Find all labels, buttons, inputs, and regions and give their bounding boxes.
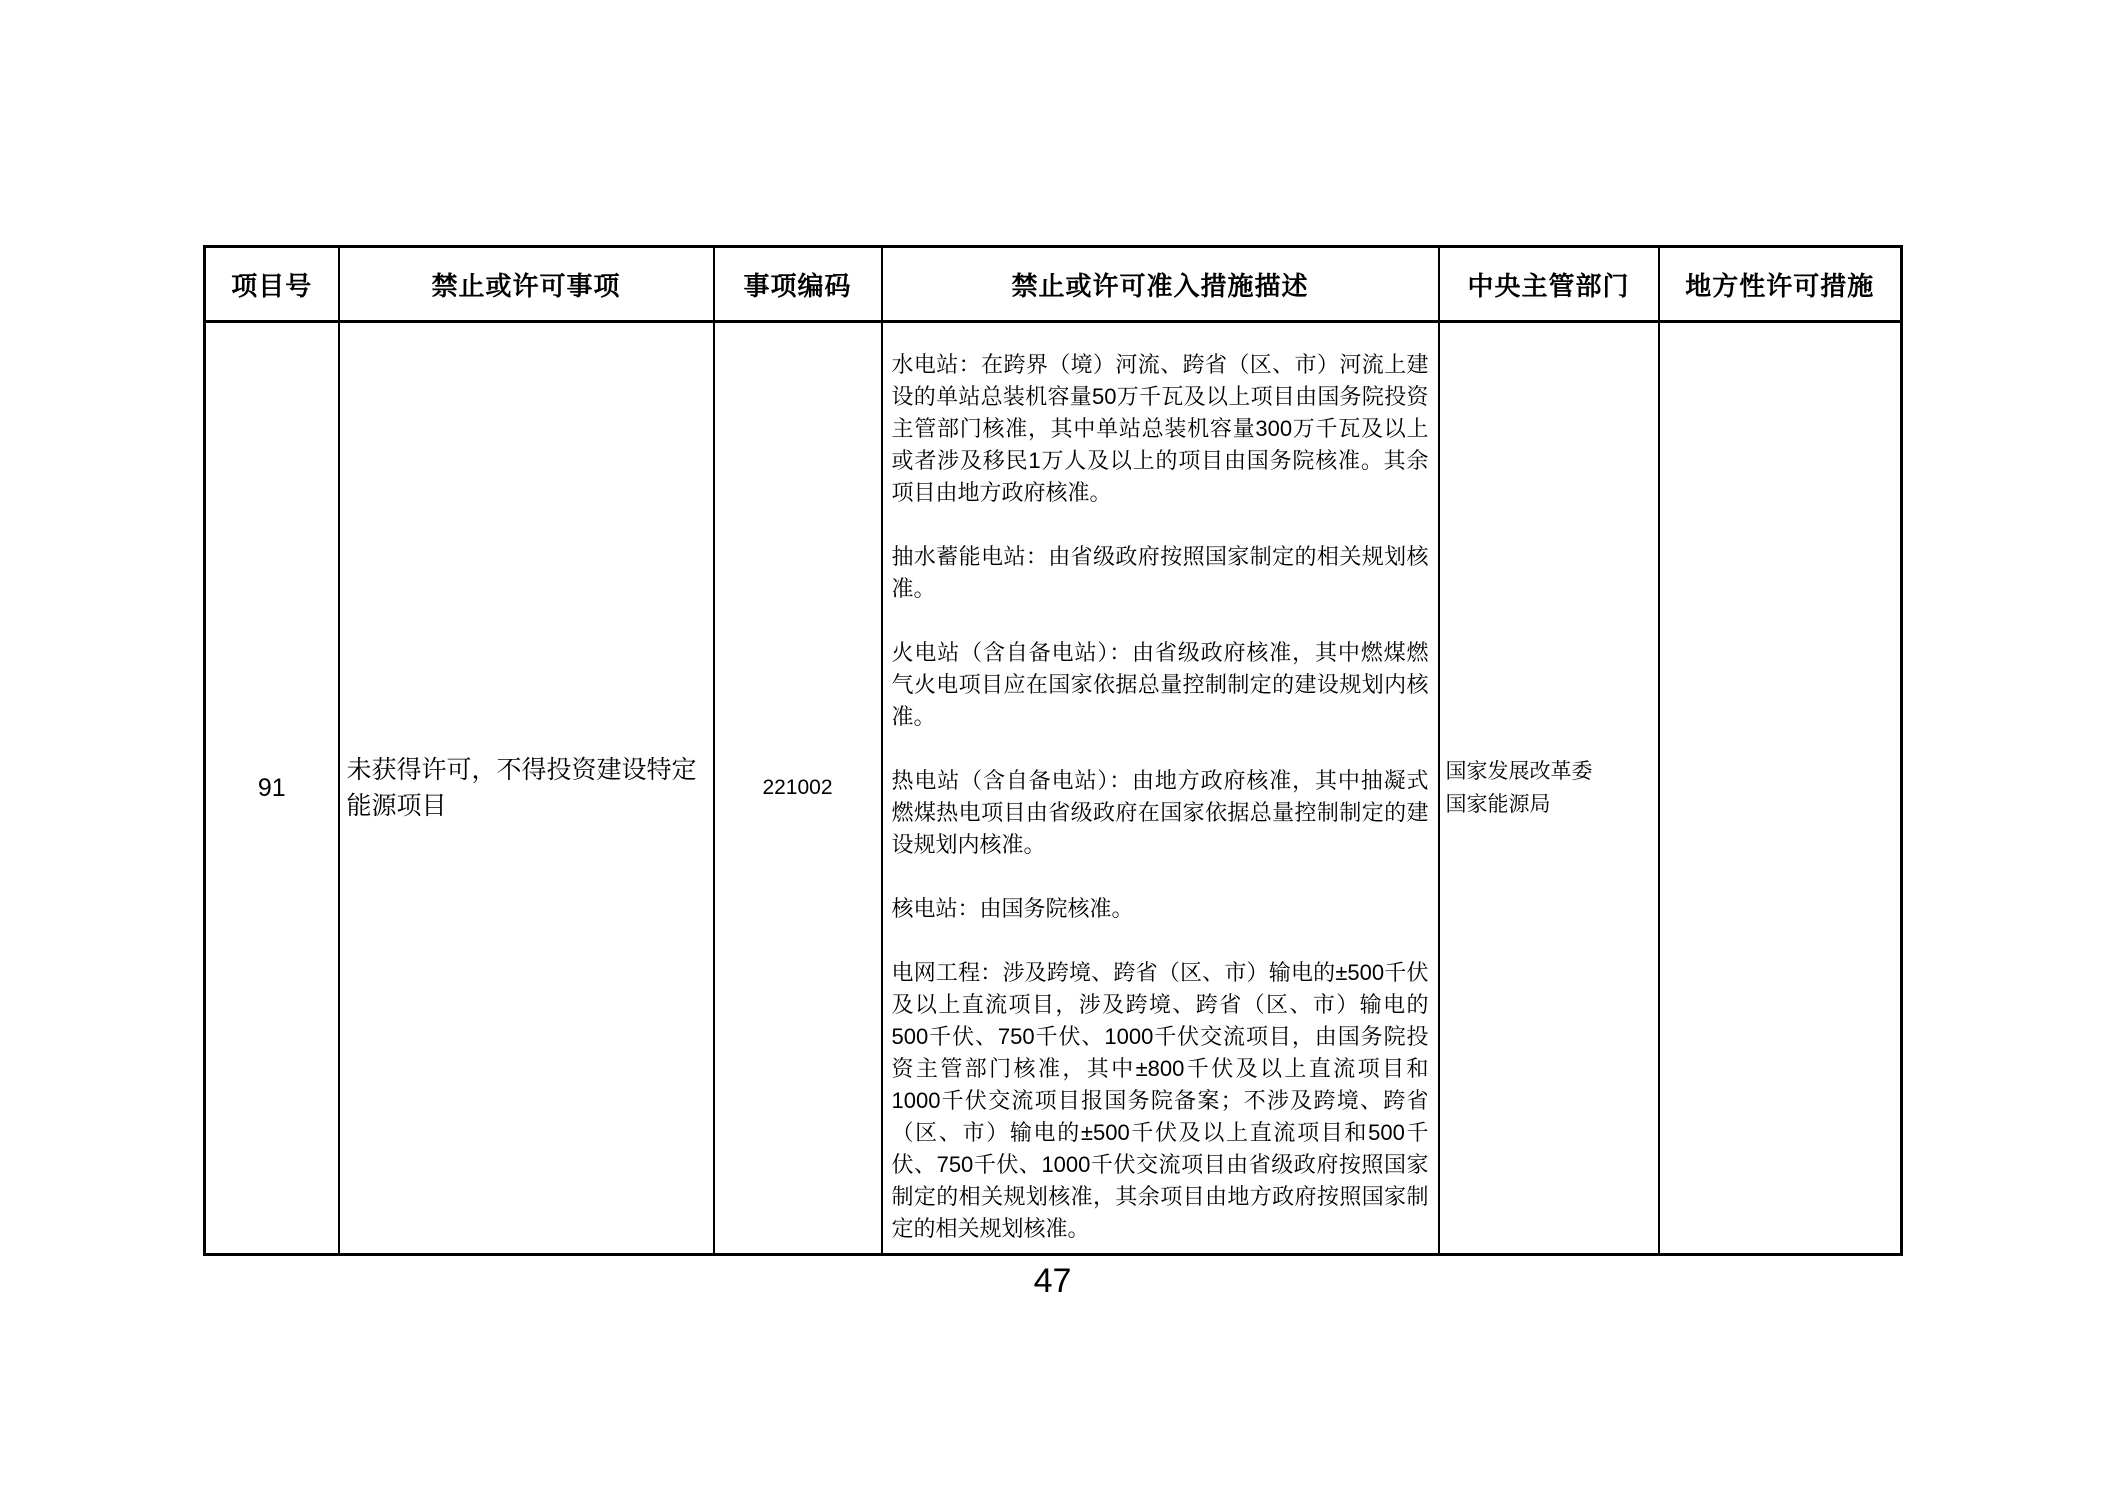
header-item-no: 项目号: [205, 247, 339, 322]
measure-paragraph-thermal-power: 火电站（含自备电站）：由省级政府核准，其中燃煤燃气火电项目应在国家依据总量控制制定的建设规划内核准。: [891, 640, 1429, 729]
central-department-line-2: 国家能源局: [1445, 793, 1551, 816]
table-header-row: [205, 247, 1902, 322]
measure-paragraph-cogeneration: 热电站（含自备电站）：由地方政府核准，其中抽凝式燃煤热电项目由省级政府在国家依据总量控制制定的建设规划内核准。: [891, 768, 1429, 857]
cell-item-no: 91: [205, 322, 339, 1255]
header-measure-description: 禁止或许可准入措施描述: [882, 247, 1439, 322]
cell-measure-description: [882, 322, 1439, 1255]
cell-central-department: [1439, 322, 1659, 1255]
header-local-permit-measures: 地方性许可措施: [1659, 247, 1902, 322]
cell-local-permit-measures: [1659, 322, 1902, 1255]
permit-items-table: [203, 245, 1903, 1256]
header-central-department: 中央主管部门: [1439, 247, 1659, 322]
page-number: 47: [1033, 1262, 1072, 1300]
cell-matter: 未获得许可，不得投资建设特定能源项目: [339, 322, 714, 1255]
central-department-line-1: 国家发展改革委: [1445, 760, 1593, 783]
measure-paragraph-power-grid: 电网工程：涉及跨境、跨省（区、市）输电的±500千伏及以上直流项目，涉及跨境、跨省（区、市）输电的500千伏、750千伏、1000千伏交流项目，由国务院投资主管部门核准，其中±800千伏及以上直流项目和1000千伏交流项目报国务院备案；不涉及跨境、跨省（区、市）输电的±500千伏及以上直流项目和500千伏、750千伏、1000千伏交流项目由省级政府按照国家制定的相关规划核准，其余项目由地方政府按照国家制定的相关规划核准。: [891, 960, 1429, 1241]
cell-matter-code: 221002: [714, 322, 882, 1255]
header-matter-code: 事项编码: [714, 247, 882, 322]
measure-paragraph-pumped-storage: 抽水蓄能电站：由省级政府按照国家制定的相关规划核准。: [891, 544, 1429, 601]
measure-paragraph-hydropower: 水电站：在跨界（境）河流、跨省（区、市）河流上建设的单站总装机容量50万千瓦及以上项目由国务院投资主管部门核准，其中单站总装机容量300万千瓦及以上或者涉及移民1万人及以上的项目由国务院核准。其余项目由地方政府核准。: [891, 352, 1429, 505]
measure-paragraph-nuclear: 核电站：由国务院核准。: [891, 896, 1134, 921]
table-row: [205, 322, 1902, 1255]
header-prohibited-or-permitted-matter: 禁止或许可事项: [339, 247, 714, 322]
